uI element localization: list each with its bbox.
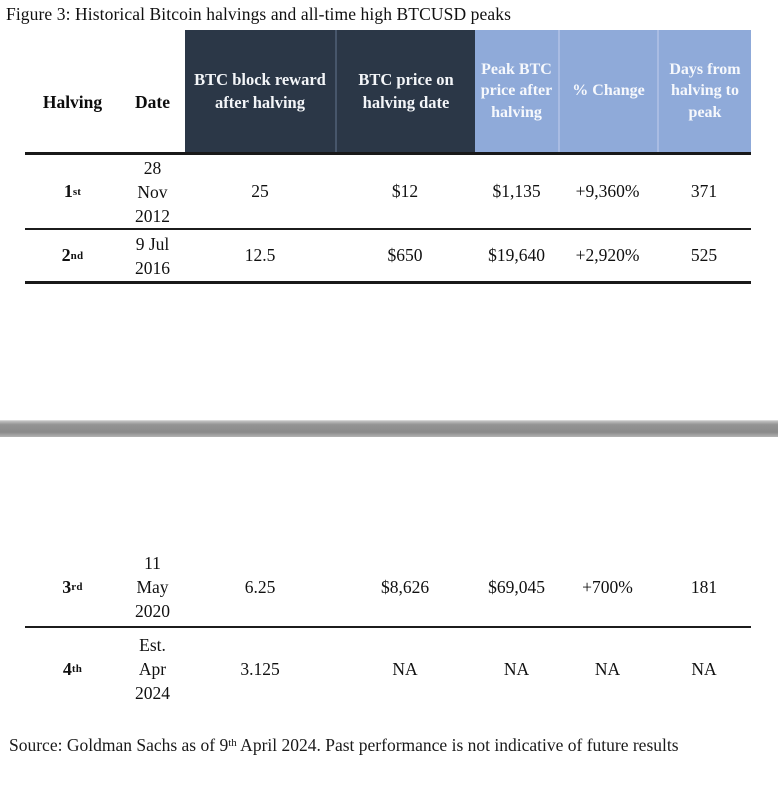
section-bottom-rule	[25, 281, 751, 284]
page-break-divider-bar	[0, 420, 778, 437]
cell-days-to-peak: 181	[690, 576, 718, 597]
figure-title: Figure 3: Historical Bitcoin halvings and all-time high BTCUSD peaks	[6, 4, 512, 24]
date-line: May	[136, 577, 169, 597]
date-line: 2012	[135, 205, 170, 226]
ordinal-suffix: rd	[71, 581, 83, 593]
date-line: 2020	[135, 601, 170, 621]
cell-pct-change: +700%	[582, 576, 633, 597]
cell-halving-ordinal	[25, 548, 120, 626]
cell-peak-price: $1,135	[492, 181, 541, 201]
table-row-2nd-halving	[25, 230, 751, 281]
cell-block-reward: 25	[251, 181, 269, 201]
ordinal-suffix: th	[71, 663, 83, 675]
cell-halving-ordinal	[25, 155, 120, 228]
ordinal-suffix: st	[72, 185, 82, 198]
halvings-table-lower	[25, 548, 751, 710]
ordinal-number: 1	[63, 181, 73, 201]
source-text-prefix: Source: Goldman Sachs as of 9	[9, 735, 229, 755]
cell-days-to-peak: 371	[690, 181, 718, 201]
date-line: 9 Jul	[135, 233, 170, 254]
table-row-4th-halving	[25, 628, 751, 710]
cell-price-on-halving: $650	[387, 245, 423, 265]
cell-days-to-peak: NA	[691, 658, 717, 679]
cell-date	[120, 155, 185, 228]
ordinal-number: 4	[62, 658, 72, 679]
date-line: Est.	[139, 635, 166, 655]
source-superscript: th	[228, 737, 237, 749]
cell-peak-price: $69,045	[488, 576, 545, 597]
cell-halving-ordinal	[25, 230, 120, 281]
date-line: 28	[143, 157, 162, 178]
table-row-1st-halving	[25, 155, 751, 228]
halvings-table-upper	[25, 30, 751, 284]
col-header-halving: Halving	[42, 91, 103, 112]
col-header-pct-change: % Change	[558, 30, 657, 152]
cell-price-on-halving: $12	[391, 181, 419, 201]
date-line: Apr	[138, 659, 167, 679]
table-header-row	[25, 30, 751, 152]
ordinal-number: 2	[61, 245, 71, 265]
cell-date	[120, 628, 185, 710]
cell-pct-change: +2,920%	[575, 245, 640, 265]
cell-pct-change: +9,360%	[575, 181, 640, 201]
cell-block-reward: 3.125	[240, 658, 280, 679]
col-header-price-on-halving: BTC price on halving date	[335, 30, 475, 152]
ordinal-number: 3	[62, 576, 72, 597]
date-line: 2016	[135, 257, 170, 278]
col-header-days-to-peak: Days from halving to peak	[657, 30, 751, 152]
table-row-3rd-halving	[25, 548, 751, 626]
date-line: 2024	[135, 683, 170, 703]
date-line: 11	[144, 553, 161, 573]
ordinal-suffix: nd	[70, 249, 84, 262]
col-header-peak-price: Peak BTC price after halving	[475, 30, 558, 152]
cell-days-to-peak: 525	[690, 245, 718, 265]
cell-date	[120, 548, 185, 626]
cell-halving-ordinal	[25, 628, 120, 710]
cell-peak-price: $19,640	[488, 245, 545, 265]
date-line: Nov	[137, 181, 168, 202]
cell-block-reward: 12.5	[244, 245, 276, 265]
col-header-date: Date	[135, 91, 170, 112]
cell-price-on-halving: NA	[392, 658, 418, 679]
cell-pct-change: NA	[594, 658, 621, 679]
cell-peak-price: NA	[503, 658, 530, 679]
source-text-suffix: April 2024. Past performance is not indicative of future results	[236, 735, 679, 755]
col-header-block-reward: BTC block reward after halving	[185, 30, 335, 152]
source-note	[9, 731, 761, 757]
cell-date	[120, 230, 185, 281]
cell-price-on-halving: $8,626	[380, 576, 430, 597]
cell-block-reward: 6.25	[244, 576, 276, 597]
